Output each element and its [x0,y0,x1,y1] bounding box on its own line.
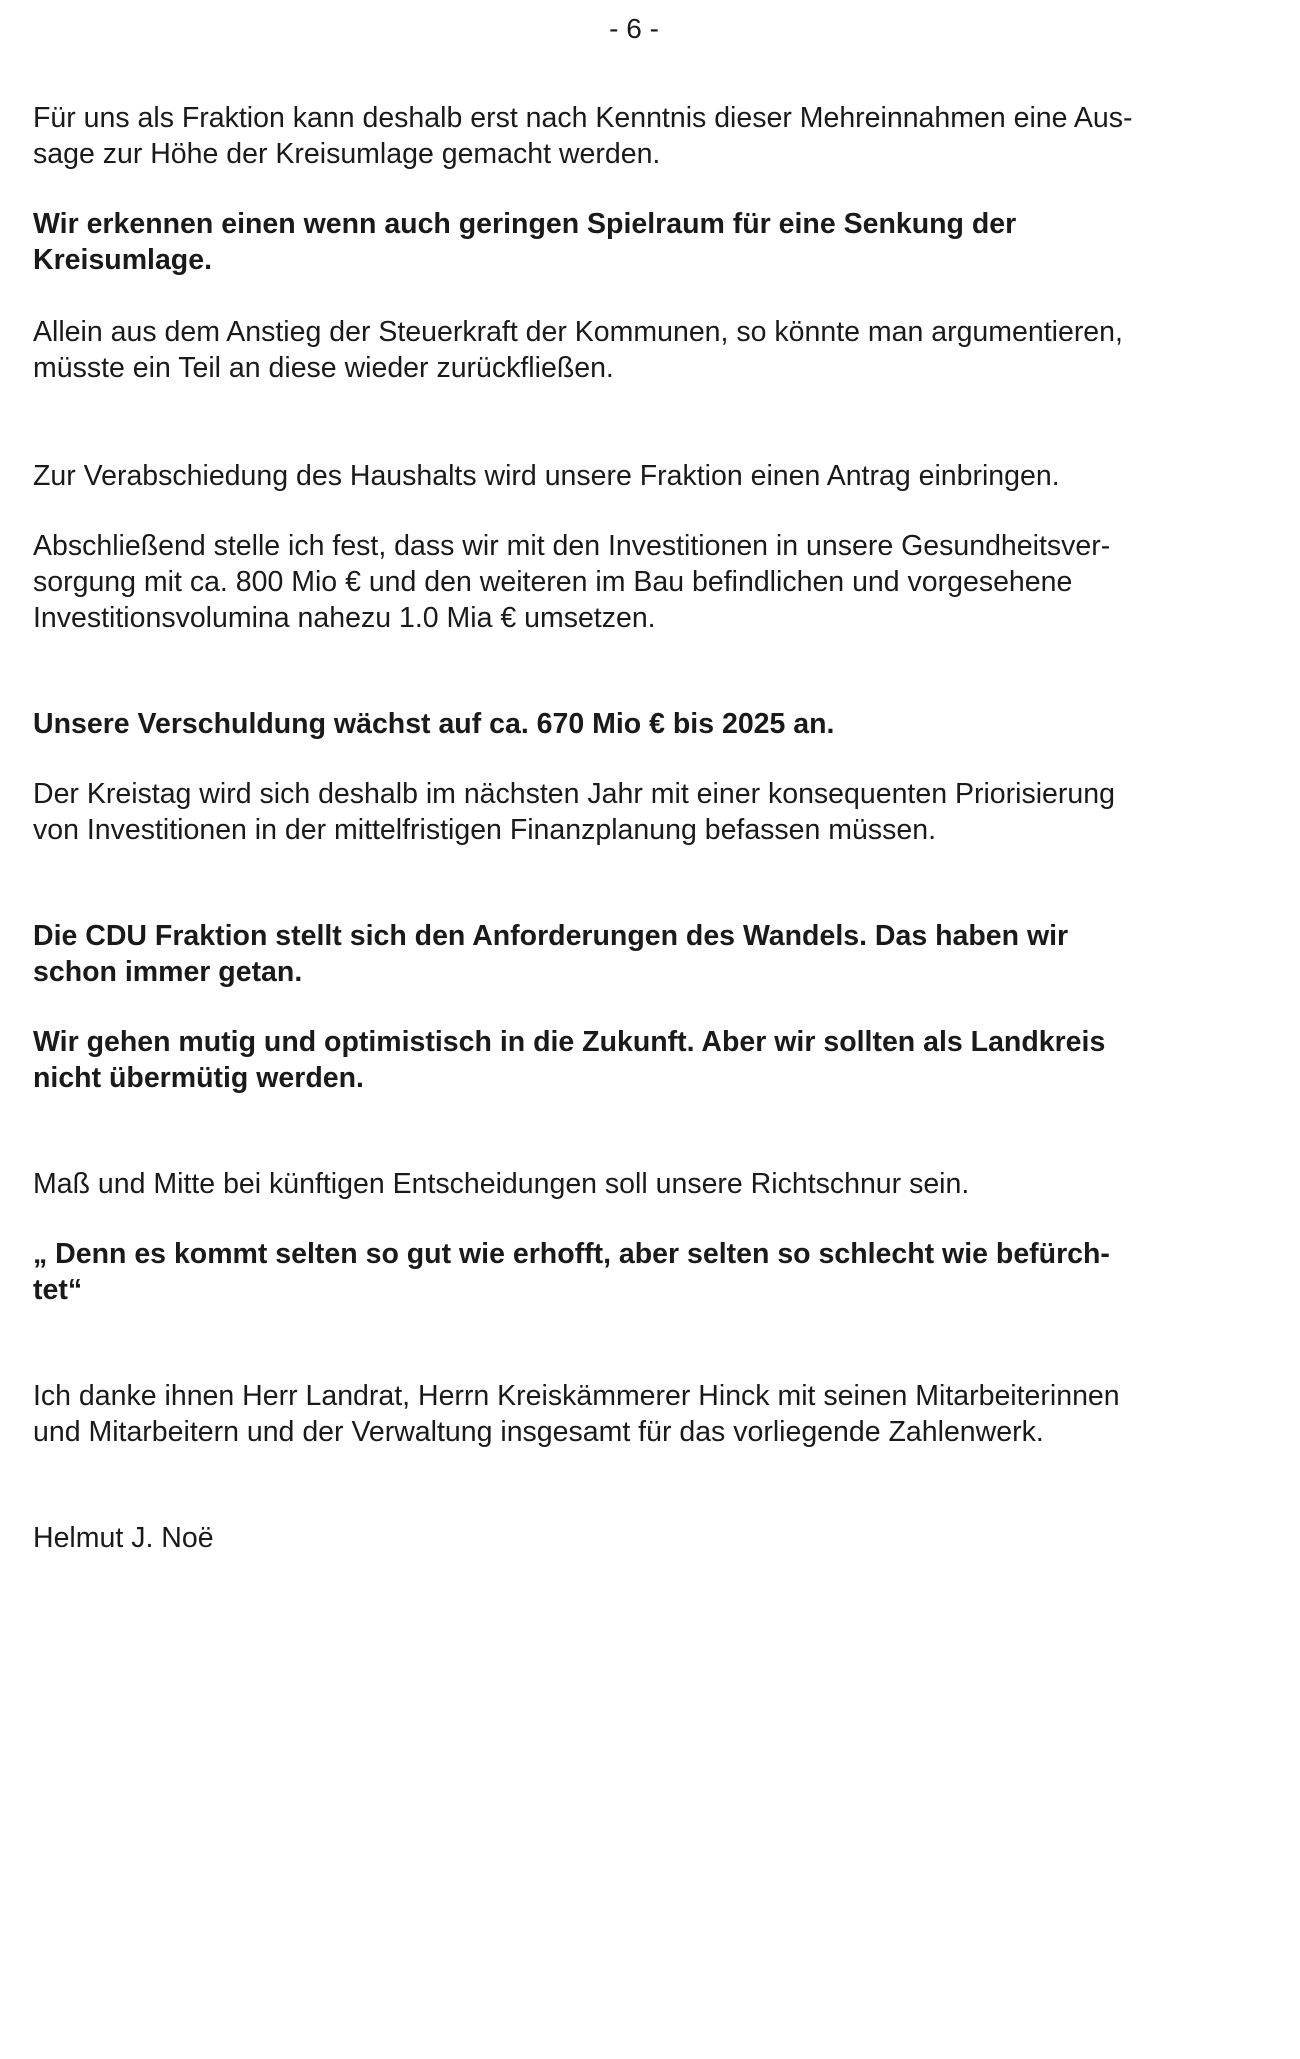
page-number: - 6 - [609,13,659,44]
text-line: Maß und Mitte bei künftigen Entscheidungen soll unsere Richtschnur sein. [33,1168,970,1200]
text-line: Investitionsvolumina nahezu 1.0 Mia € umsetzen. [33,602,656,634]
text-line: Helmut J. Noë [33,1522,214,1554]
paragraph-zitat [33,1236,1248,1308]
paragraph-zukunft [33,1024,1248,1096]
paragraph-mehreinnahmen [33,100,1248,172]
paragraph-investitionen [33,528,1248,636]
text-line: schon immer getan. [33,956,303,988]
text-line: und Mitarbeitern und der Verwaltung insgesamt für das vorliegende Zahlenwerk. [33,1416,1044,1448]
text-line: Für uns als Fraktion kann deshalb erst nach Kenntnis dieser Mehreinnahmen eine Aus- [33,102,1133,134]
text-line: tet“ [33,1274,83,1306]
text-line: Wir gehen mutig und optimistisch in die Zukunft. Aber wir sollten als Landkreis [33,1026,1106,1058]
text-line: Unsere Verschuldung wächst auf ca. 670 Mio € bis 2025 an. [33,708,835,740]
text-line: von Investitionen in der mittelfristigen Finanzplanung befassen müssen. [33,814,937,846]
paragraph-kreistag [33,776,1248,848]
text-line: Zur Verabschiedung des Haushalts wird unsere Fraktion einen Antrag einbringen. [33,460,1060,492]
text-line: Ich danke ihnen Herr Landrat, Herrn Kreiskämmerer Hinck mit seinen Mitarbeiterinnen [33,1380,1120,1412]
text-line: nicht übermütig werden. [33,1062,364,1094]
text-line: Der Kreistag wird sich deshalb im nächsten Jahr mit einer konsequenten Priorisierung [33,778,1115,810]
text-line: Allein aus dem Anstieg der Steuerkraft der Kommunen, so könnte man argumentieren, [33,316,1123,348]
paragraph-spielraum [33,206,1248,278]
text-line: sage zur Höhe der Kreisumlage gemacht werden. [33,138,661,170]
text-line: Die CDU Fraktion stellt sich den Anforderungen des Wandels. Das haben wir [33,920,1069,952]
text-line: müsste ein Teil an diese wieder zurückfließen. [33,352,614,384]
text-line: Wir erkennen einen wenn auch geringen Spielraum für eine Senkung der [33,208,1017,240]
text-line: „ Denn es kommt selten so gut wie erhofft, aber selten so schlecht wie befürch- [33,1238,1110,1270]
text-line: Kreisumlage. [33,244,212,276]
paragraph-antrag [33,458,1248,494]
paragraph-steuerkraft [33,314,1248,386]
text-line: sorgung mit ca. 800 Mio € und den weiteren im Bau befindlichen und vorgesehene [33,566,1073,598]
paragraph-dank [33,1378,1248,1450]
paragraph-richtschnur [33,1166,1248,1202]
text-line: Abschließend stelle ich fest, dass wir mit den Investitionen in unsere Gesundheitsver- [33,530,1111,562]
paragraph-verschuldung [33,706,1248,742]
paragraph-wandel [33,918,1248,990]
signature [33,1520,1248,1556]
